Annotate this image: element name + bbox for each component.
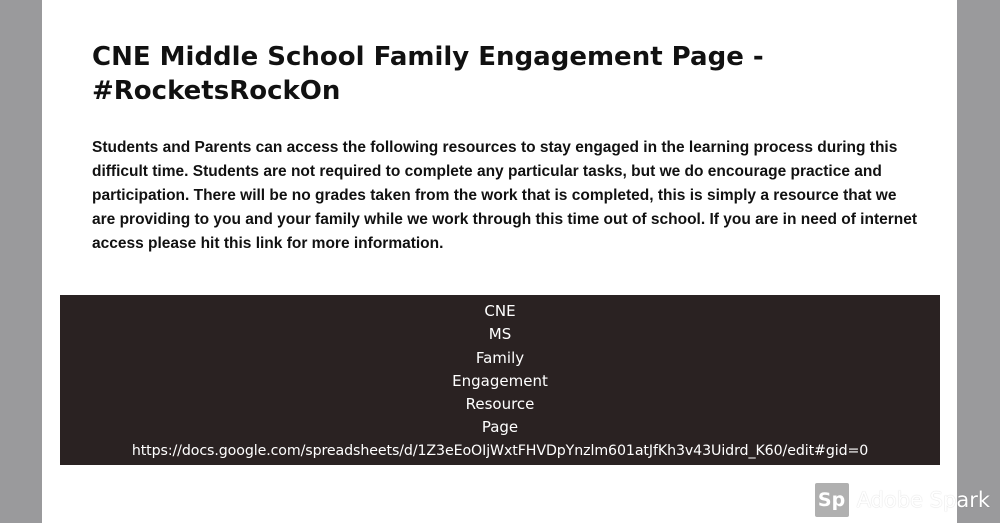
adobe-spark-watermark xyxy=(815,483,990,517)
banner-line-ms: MS xyxy=(488,325,512,344)
page-title-line-2: #RocketsRockOn xyxy=(92,76,341,106)
resource-banner[interactable] xyxy=(60,295,940,465)
banner-line-engagement: Engagement xyxy=(452,371,548,390)
resource-link[interactable]: https://docs.google.com/spreadsheets/d/1Z3eEoOIjWxtFHVDpYnzlm601atJfKh3v43Uidrd_K60/edit#gid=0 xyxy=(131,442,869,459)
banner-line-page: Page xyxy=(481,418,519,437)
intro-paragraph: Students and Parents can access the following resources to stay engaged in the learning process during this difficult time. Students are not required to complete any particular tasks, but we do encourage practice and participation. There will be no grades taken from the work that is completed, this is simply a resource that we are providing to you and your family while we work through this time out of school. If you are in need of internet access please hit this link for more information. xyxy=(92,139,918,252)
adobe-spark-label: Adobe Spark xyxy=(856,488,990,512)
adobe-spark-logo-icon: Sp xyxy=(815,483,849,517)
banner-line-family: Family xyxy=(475,348,525,367)
page-title xyxy=(92,40,792,108)
banner-line-resource: Resource xyxy=(465,395,535,414)
banner-line-cne: CNE xyxy=(484,302,516,320)
page-title-line-1: CNE Middle School Family Engagement Page - xyxy=(92,42,764,72)
